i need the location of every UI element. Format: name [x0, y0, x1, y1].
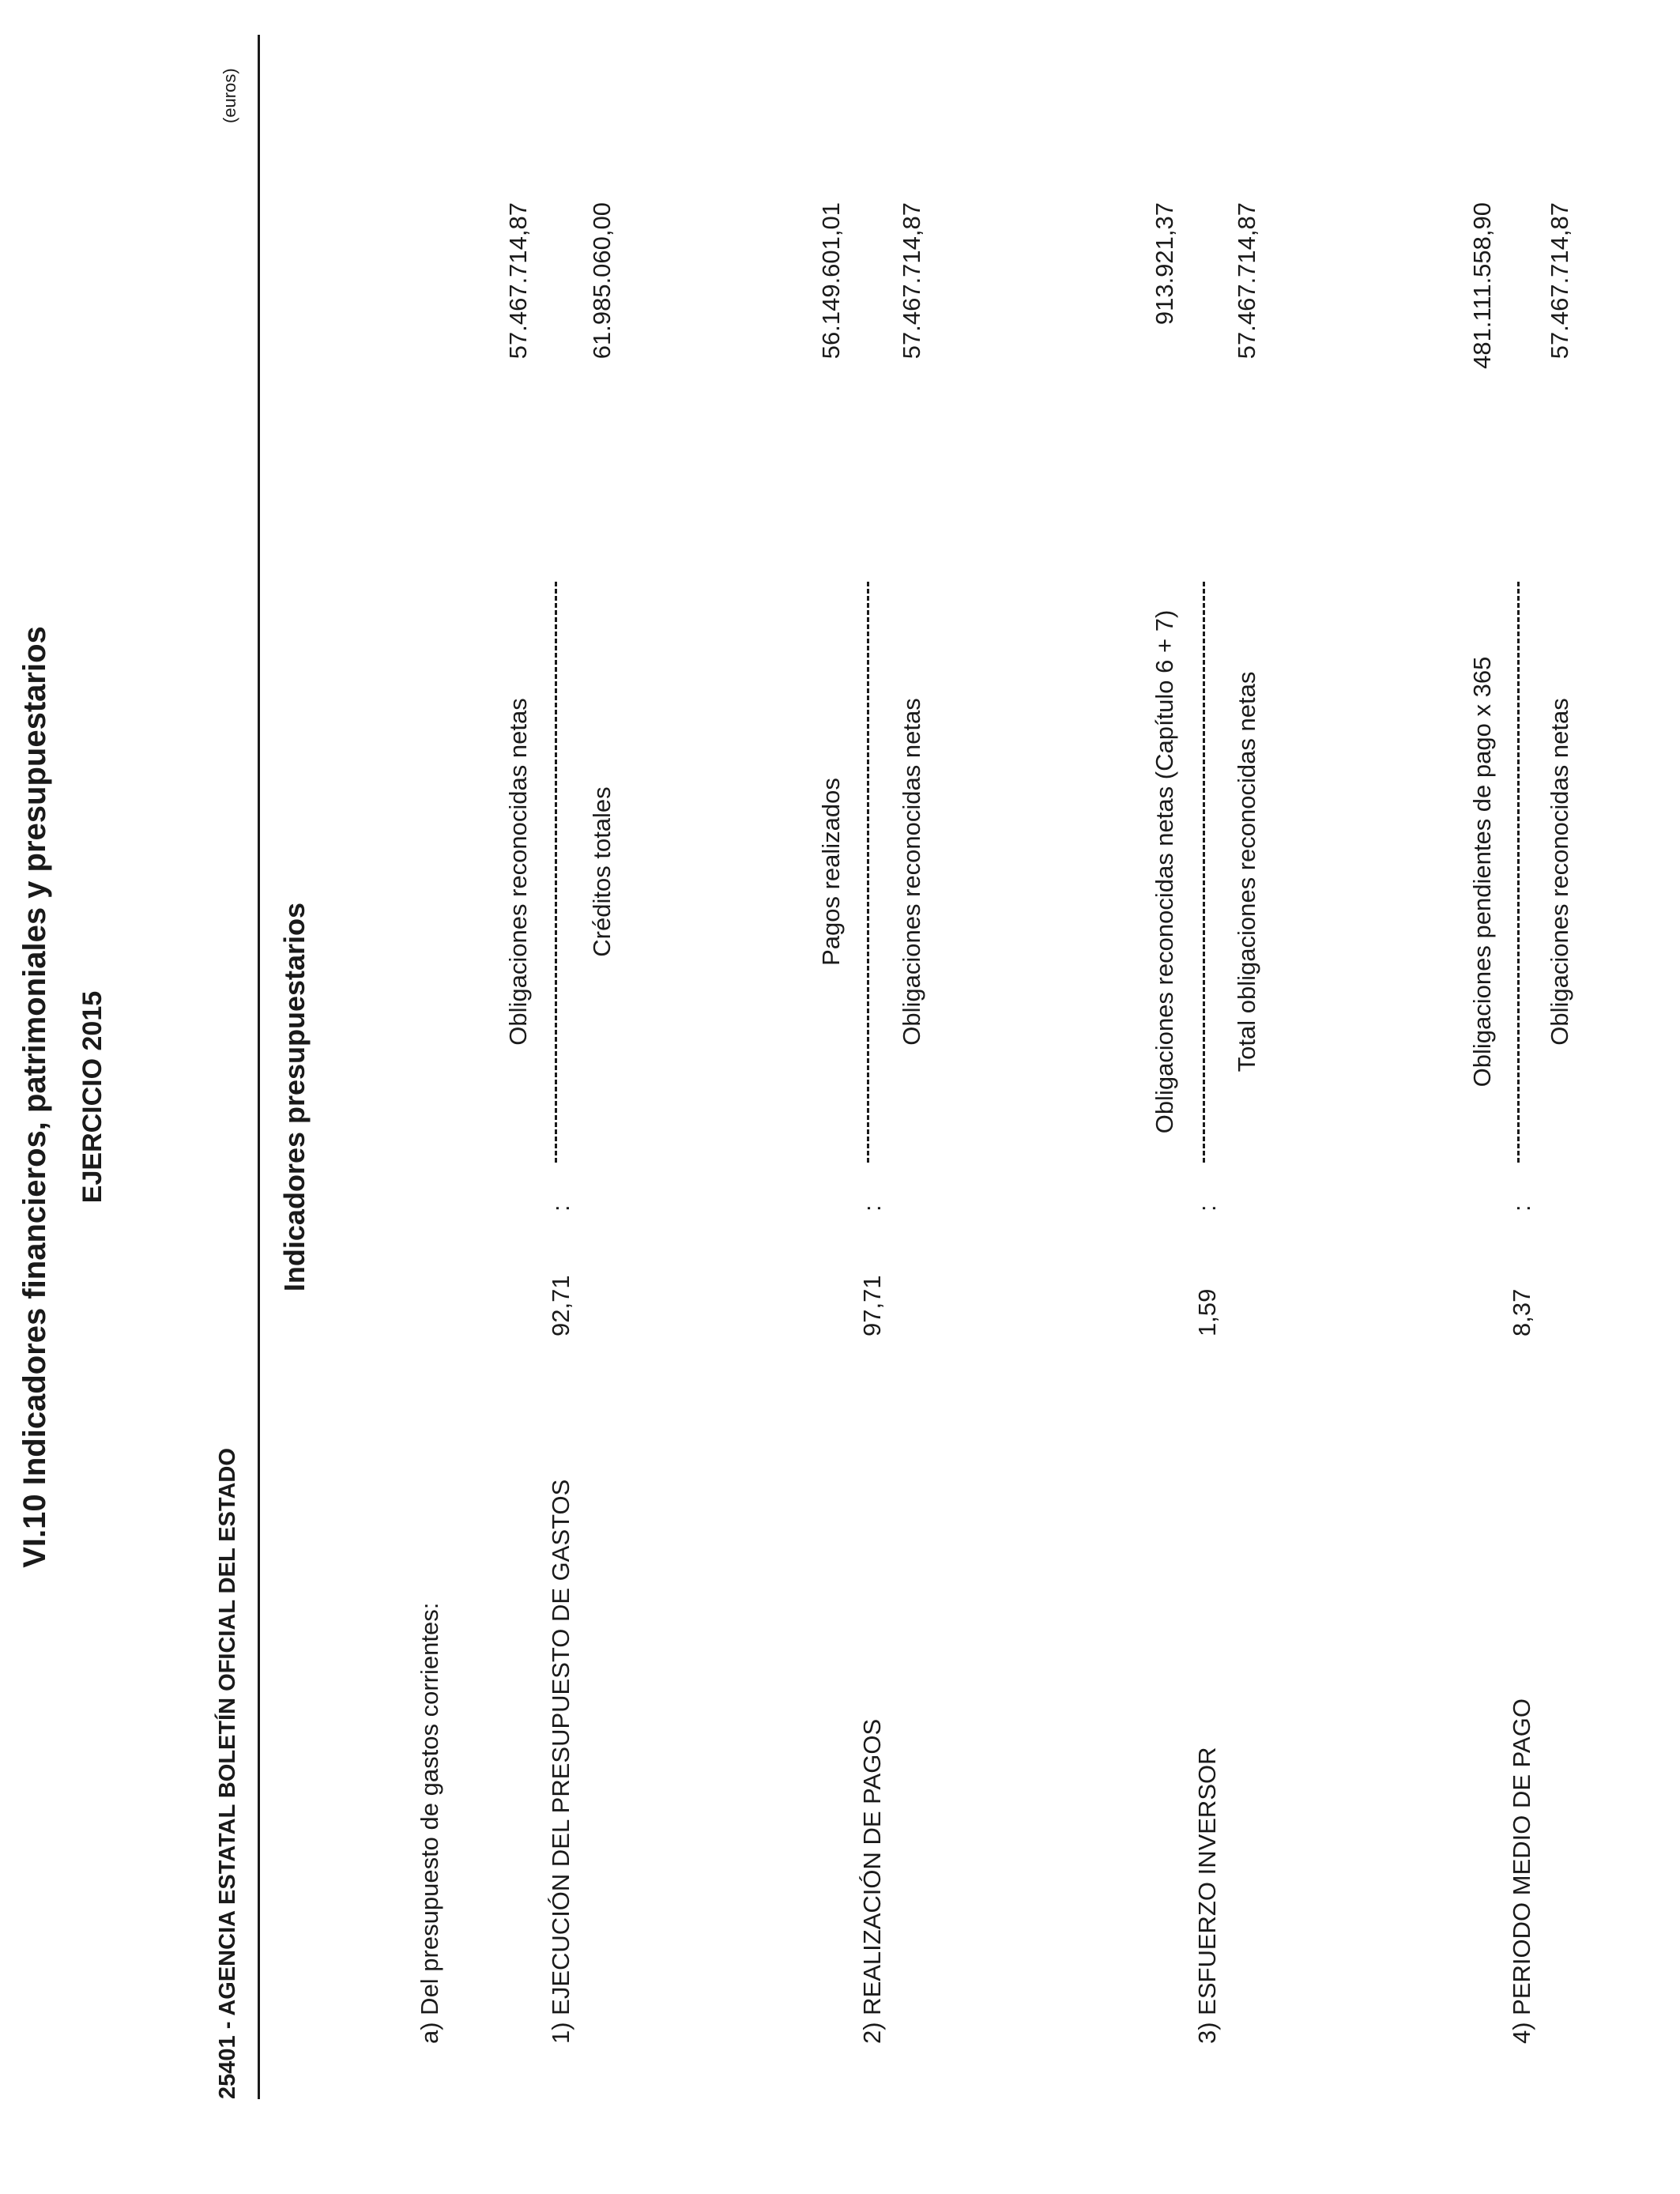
numerator-label: Obligaciones reconocidas netas [504, 698, 532, 1046]
indicator-value: 1,59 [1193, 1288, 1221, 1336]
fraction-line [867, 582, 869, 1163]
entity-name: 25401 - AGENCIA ESTATAL BOLETÍN OFICIAL DEL ESTADO [215, 1448, 240, 2099]
indicator-colon: : [1508, 1204, 1535, 1212]
fraction-line [555, 582, 557, 1163]
indicator-value: 8,37 [1508, 1288, 1535, 1336]
indicator-colon: : [547, 1204, 574, 1212]
indicator-name: 3) ESFUERZO INVERSOR [1193, 1747, 1221, 2044]
indicator-name: 1) EJECUCIÓN DEL PRESUPUESTO DE GASTOS [547, 1479, 574, 2044]
fraction-line [1203, 582, 1205, 1163]
numerator-label: Pagos realizados [817, 778, 845, 966]
fraction-line [1517, 582, 1520, 1163]
numerator-value: 56.149.601,01 [817, 202, 845, 360]
units-label: (euros) [220, 68, 239, 123]
numerator-value: 481.111.558,90 [1468, 202, 1496, 369]
denominator-label: Obligaciones reconocidas netas [898, 698, 925, 1046]
numerator-label: Obligaciones reconocidas netas (Capítulo 6 + 7) [1151, 609, 1178, 1134]
numerator-label: Obligaciones pendientes de pago x 365 [1468, 656, 1496, 1088]
numerator-value: 57.467.714,87 [504, 202, 532, 360]
fiscal-year: EJERCICIO 2015 [77, 990, 107, 1204]
page-title: VI.10 Indicadores financieros, patrimoniales y presupuestarios [17, 626, 52, 1568]
section-title: Indicadores presupuestarios [278, 902, 311, 1292]
denominator-value: 61.985.060,00 [588, 202, 616, 360]
denominator-label: Créditos totales [588, 786, 616, 957]
group-label: a) Del presupuesto de gastos corrientes: [416, 1602, 443, 2044]
denominator-label: Total obligaciones reconocidas netas [1233, 671, 1260, 1072]
header-rule [258, 35, 260, 2099]
denominator-value: 57.467.714,87 [1233, 202, 1260, 360]
denominator-value: 57.467.714,87 [898, 202, 925, 360]
indicator-value: 92,71 [547, 1275, 574, 1336]
indicator-value: 97,71 [858, 1275, 886, 1336]
denominator-value: 57.467.714,87 [1546, 202, 1573, 360]
denominator-label: Obligaciones reconocidas netas [1546, 698, 1573, 1046]
indicator-colon: : [858, 1204, 886, 1212]
indicator-name: 4) PERIODO MEDIO DE PAGO [1508, 1698, 1535, 2044]
numerator-value: 913.921,37 [1151, 202, 1178, 326]
indicator-name: 2) REALIZACIÓN DE PAGOS [858, 1718, 886, 2044]
indicator-colon: : [1193, 1204, 1221, 1212]
